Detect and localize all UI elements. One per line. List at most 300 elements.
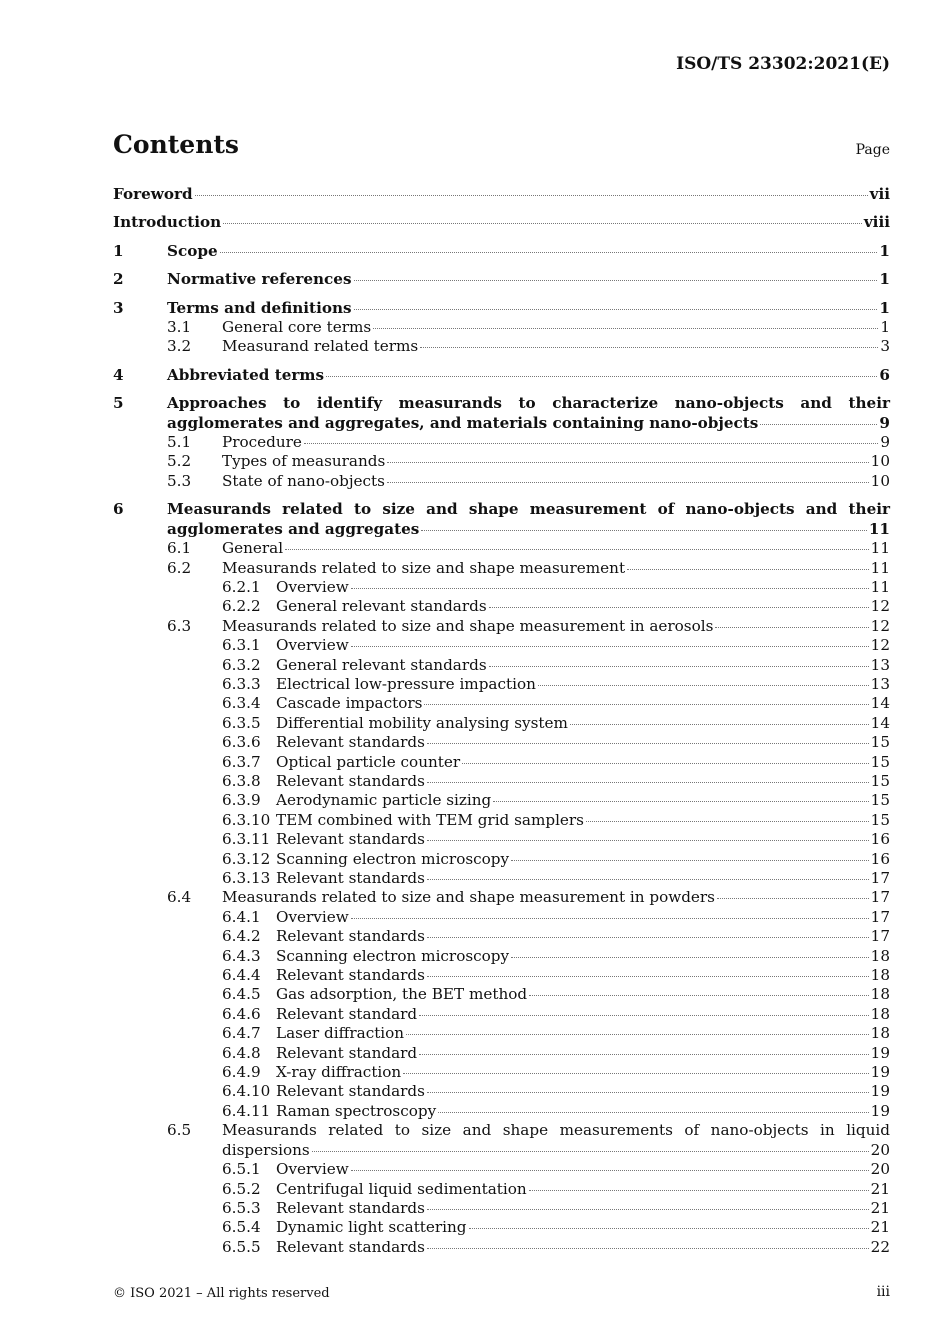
dot-leader — [351, 646, 869, 647]
toc-entry-page: 14 — [870, 713, 890, 732]
toc-entry-page: 15 — [870, 752, 890, 771]
toc-entry-body — [276, 869, 890, 888]
toc-entry[interactable] — [113, 1199, 890, 1218]
toc-entry-leader-line — [276, 578, 890, 597]
toc-entry-page: 1 — [879, 298, 890, 317]
toc-entry-number: 6.5.3 — [222, 1198, 261, 1217]
toc-entry[interactable] — [113, 366, 890, 385]
toc-entry-leader-line — [167, 242, 890, 261]
dot-leader — [427, 1092, 869, 1093]
toc-entry[interactable] — [113, 597, 890, 616]
toc-entry-title: Relevant standard — [276, 1004, 418, 1023]
document-id: ISO/TS 23302:2021(E) — [676, 54, 890, 74]
toc-entry[interactable] — [113, 947, 890, 966]
toc-entry[interactable] — [113, 299, 890, 318]
toc-entry-number: 6.3.7 — [222, 752, 261, 771]
toc-entry-body — [167, 366, 890, 385]
toc-entry[interactable] — [113, 830, 890, 849]
toc-entry-leader-line — [276, 1180, 890, 1199]
toc-entry-leader-line — [222, 888, 890, 907]
toc-entry-number: 5.2 — [167, 452, 192, 471]
toc-entry[interactable] — [113, 1024, 890, 1043]
toc-entry-body — [222, 888, 890, 907]
dot-leader — [354, 309, 878, 310]
toc-entry-leader-line — [222, 1141, 890, 1160]
toc-entry-number: 2 — [113, 270, 124, 289]
dot-leader — [354, 280, 878, 281]
toc-entry-title: Measurands related to size and shape measurement in aerosols — [222, 616, 714, 635]
toc-entry[interactable] — [113, 213, 890, 232]
toc-entry[interactable] — [113, 714, 890, 733]
toc-entry-page: 1 — [879, 241, 890, 260]
dot-leader — [285, 549, 869, 550]
toc-entry-leader-line — [222, 559, 890, 578]
dot-leader — [223, 223, 862, 224]
toc-entry-page: 18 — [870, 1024, 890, 1043]
toc-entry-body — [222, 318, 890, 337]
dot-leader — [427, 937, 869, 938]
dot-leader — [304, 443, 878, 444]
toc-entry-title: Measurands related to size and shape measurement — [222, 558, 626, 577]
toc-entry[interactable] — [113, 811, 890, 830]
toc-entry-number: 6.3.11 — [222, 830, 271, 849]
toc-entry[interactable] — [113, 966, 890, 985]
toc-entry[interactable] — [113, 733, 890, 752]
toc-entry-body — [276, 1063, 890, 1082]
toc-entry-body — [276, 791, 890, 810]
toc-entry-page: 15 — [870, 733, 890, 752]
toc-entry[interactable] — [113, 1102, 890, 1121]
table-of-contents — [113, 185, 890, 1257]
toc-entry-page: 17 — [870, 888, 890, 907]
toc-entry-leader-line — [276, 753, 890, 772]
toc-entry-title: Overview — [276, 577, 349, 596]
dot-leader — [760, 424, 877, 425]
toc-entry-leader-line — [276, 772, 890, 791]
toc-entry[interactable] — [113, 617, 890, 636]
toc-entry-leader-line — [276, 714, 890, 733]
toc-entry-leader-line — [276, 985, 890, 1004]
toc-entry-body — [276, 830, 890, 849]
toc-entry-title: dispersions — [222, 1140, 310, 1159]
toc-entry-number: 6.3.1 — [222, 636, 261, 655]
toc-entry-number: 6.4.1 — [222, 907, 261, 926]
dot-leader — [326, 376, 877, 377]
toc-entry[interactable] — [113, 675, 890, 694]
toc-entry-number: 6.4.4 — [222, 966, 261, 985]
toc-entry-title: Cascade impactors — [276, 694, 423, 713]
toc-entry-title: Gas adsorption, the BET method — [276, 985, 528, 1004]
dot-leader — [627, 569, 869, 570]
toc-entry-page: 6 — [879, 365, 890, 384]
dot-leader — [570, 724, 869, 725]
dot-leader — [538, 685, 869, 686]
dot-leader — [493, 801, 868, 802]
toc-entry-leader-line — [113, 185, 890, 204]
dot-leader — [529, 1190, 869, 1191]
toc-entry-leader-line — [222, 337, 890, 356]
toc-entry-body — [276, 966, 890, 985]
toc-entry-title: General core terms — [222, 318, 372, 337]
dot-leader — [403, 1073, 868, 1074]
page-number: iii — [876, 1284, 890, 1300]
toc-entry-leader-line — [276, 791, 890, 810]
dot-leader — [424, 704, 868, 705]
toc-entry-number: 5 — [113, 394, 124, 413]
toc-entry-page: viii — [863, 213, 890, 232]
toc-entry[interactable] — [113, 1005, 890, 1024]
toc-entry-leader-line — [276, 597, 890, 616]
dot-leader — [195, 195, 868, 196]
toc-entry-body — [222, 337, 890, 356]
toc-entry-page: 20 — [870, 1140, 890, 1159]
toc-entry-number: 6.3.10 — [222, 810, 271, 829]
toc-entry[interactable] — [113, 559, 890, 578]
toc-entry-body — [222, 539, 890, 558]
toc-entry[interactable] — [113, 791, 890, 810]
dot-leader — [717, 898, 869, 899]
toc-entry-leader-line — [276, 675, 890, 694]
toc-entry-title-line: Approaches to identify measurands to characterize nano-objects and their — [167, 394, 890, 413]
toc-entry-page: 11 — [870, 577, 890, 596]
toc-entry-number: 6.3.12 — [222, 849, 271, 868]
toc-entry-leader-line — [222, 617, 890, 636]
toc-entry-page: 12 — [870, 636, 890, 655]
dot-leader — [427, 840, 869, 841]
toc-entry-number: 3 — [113, 298, 124, 317]
toc-entry-page: 16 — [870, 849, 890, 868]
dot-leader — [462, 763, 869, 764]
toc-entry-body — [276, 927, 890, 946]
toc-entry-page: 18 — [870, 966, 890, 985]
toc-entry-title: Relevant standards — [276, 733, 425, 752]
toc-entry-number: 6.2 — [167, 558, 192, 577]
toc-entry-title: TEM combined with TEM grid samplers — [276, 810, 584, 829]
page-column-label: Page — [855, 142, 890, 158]
toc-entry-title: Introduction — [113, 213, 222, 232]
toc-entry-title: Electrical low-pressure impaction — [276, 674, 536, 693]
toc-entry-number: 3.2 — [167, 337, 192, 356]
toc-entry-body — [276, 578, 890, 597]
toc-entry-body — [276, 714, 890, 733]
toc-entry-page: 11 — [868, 519, 890, 538]
toc-entry-page: 19 — [870, 1101, 890, 1120]
toc-entry[interactable] — [113, 1238, 890, 1257]
toc-entry-body — [276, 908, 890, 927]
toc-entry[interactable] — [113, 1160, 890, 1179]
toc-entry-leader-line — [276, 656, 890, 675]
toc-entry-body — [222, 452, 890, 471]
toc-entry[interactable] — [113, 500, 890, 539]
toc-entry-leader-line — [113, 213, 890, 232]
toc-entry-leader-line — [276, 869, 890, 888]
toc-entry-title: Foreword — [113, 185, 193, 203]
dot-leader — [351, 588, 869, 589]
toc-entry[interactable] — [113, 772, 890, 791]
toc-entry-number: 4 — [113, 365, 124, 384]
toc-entry-number: 6.2.1 — [222, 577, 261, 596]
toc-entry-page: 1 — [880, 318, 890, 337]
toc-entry-number: 3.1 — [167, 318, 192, 337]
toc-entry-body — [276, 753, 890, 772]
toc-entry[interactable] — [113, 869, 890, 888]
toc-entry-body — [276, 1082, 890, 1101]
toc-entry[interactable] — [113, 927, 890, 946]
toc-entry-number: 6.4.3 — [222, 946, 261, 965]
toc-entry-leader-line — [276, 1160, 890, 1179]
toc-entry[interactable] — [113, 472, 890, 491]
toc-entry-leader-line — [276, 811, 890, 830]
toc-entry-number: 6.4.11 — [222, 1101, 271, 1120]
toc-entry-body — [222, 559, 890, 578]
toc-entry-page: 1 — [879, 270, 890, 289]
toc-entry[interactable] — [113, 433, 890, 452]
dot-leader — [351, 918, 869, 919]
toc-entry-page: 10 — [870, 471, 890, 490]
dot-leader — [312, 1151, 869, 1152]
toc-entry-number: 6.4.2 — [222, 927, 261, 946]
toc-entry-title: Relevant standards — [276, 830, 425, 849]
toc-entry-page: 18 — [870, 946, 890, 965]
toc-entry-leader-line — [276, 733, 890, 752]
toc-entry-title: Abbreviated terms — [167, 365, 325, 384]
toc-entry-number: 5.3 — [167, 471, 192, 490]
toc-entry[interactable] — [113, 242, 890, 261]
toc-entry-number: 6.5.4 — [222, 1218, 261, 1237]
toc-entry-page: 10 — [870, 452, 890, 471]
toc-entry-number: 1 — [113, 241, 124, 260]
toc-entry-body — [276, 811, 890, 830]
toc-entry-title: Terms and definitions — [167, 298, 352, 317]
toc-entry[interactable] — [113, 452, 890, 471]
toc-entry-title: Relevant standards — [276, 771, 425, 790]
toc-entry-leader-line — [276, 1063, 890, 1082]
toc-entry[interactable] — [113, 636, 890, 655]
toc-entry-title: Differential mobility analysing system — [276, 713, 568, 732]
toc-entry-number: 6.5 — [167, 1121, 192, 1140]
toc-entry-title: Optical particle counter — [276, 752, 461, 771]
toc-entry-body — [276, 656, 890, 675]
toc-entry[interactable] — [113, 1180, 890, 1199]
toc-entry[interactable] — [113, 539, 890, 558]
toc-entry-title: Relevant standards — [276, 1237, 425, 1256]
toc-entry-leader-line — [276, 636, 890, 655]
toc-entry-leader-line — [167, 366, 890, 385]
toc-entry-title: Dynamic light scattering — [276, 1218, 467, 1237]
toc-entry-number: 6.4.10 — [222, 1082, 271, 1101]
toc-entry[interactable] — [113, 656, 890, 675]
toc-entry-page: 18 — [870, 1004, 890, 1023]
toc-entry[interactable] — [113, 908, 890, 927]
toc-entry-title-line: Measurands related to size and shape measurement of nano-objects and their — [167, 500, 890, 519]
toc-entry-body — [113, 213, 890, 232]
toc-entry[interactable] — [113, 337, 890, 356]
toc-entry-leader-line — [276, 966, 890, 985]
toc-entry[interactable] — [113, 1218, 890, 1237]
toc-entry-title: Normative references — [167, 270, 352, 289]
toc-entry-page: 21 — [870, 1179, 890, 1198]
toc-entry-page: 17 — [870, 869, 890, 887]
dot-leader — [469, 1228, 869, 1229]
toc-entry-page: 18 — [870, 985, 890, 1004]
toc-entry[interactable] — [113, 985, 890, 1004]
toc-entry-title: Aerodynamic particle sizing — [276, 791, 492, 810]
toc-entry-title: Laser diffraction — [276, 1024, 405, 1043]
toc-entry-leader-line — [276, 1238, 890, 1257]
toc-entry-page: 21 — [870, 1198, 890, 1217]
toc-entry-body — [276, 1044, 890, 1063]
dot-leader — [427, 976, 869, 977]
toc-entry-number: 6.3.4 — [222, 694, 261, 713]
toc-entry[interactable] — [113, 318, 890, 337]
dot-leader — [529, 995, 869, 996]
toc-entry-leader-line — [222, 539, 890, 558]
toc-entry-body — [276, 1180, 890, 1199]
toc-entry-title: Relevant standards — [276, 966, 425, 985]
toc-entry[interactable] — [113, 185, 890, 204]
toc-entry-title: Overview — [276, 636, 349, 655]
toc-entry-title: Scope — [167, 241, 218, 260]
toc-entry-title: Scanning electron microscopy — [276, 849, 510, 868]
toc-entry-body — [167, 500, 890, 539]
toc-entry-number: 6 — [113, 500, 124, 519]
toc-entry-number: 6.3.5 — [222, 713, 261, 732]
toc-entry[interactable] — [113, 394, 890, 433]
toc-entry[interactable] — [113, 753, 890, 772]
toc-entry-leader-line — [167, 299, 890, 318]
dot-leader — [427, 743, 869, 744]
toc-entry[interactable] — [113, 1082, 890, 1101]
copyright-notice: © ISO 2021 – All rights reserved — [113, 1286, 330, 1301]
dot-leader — [419, 1054, 869, 1055]
toc-entry-body — [276, 947, 890, 966]
toc-entry-body — [276, 772, 890, 791]
toc-entry-title: Measurand related terms — [222, 337, 419, 356]
dot-leader — [511, 957, 869, 958]
toc-entry-page: 15 — [870, 791, 890, 810]
toc-entry-title: Procedure — [222, 433, 302, 452]
toc-entry-title: General relevant standards — [276, 597, 487, 616]
toc-entry-leader-line — [167, 520, 890, 539]
toc-entry-body — [167, 270, 890, 289]
toc-entry-leader-line — [167, 414, 890, 433]
toc-entry-page: 14 — [870, 694, 890, 713]
toc-entry-leader-line — [276, 1005, 890, 1024]
toc-entry[interactable] — [113, 1121, 890, 1160]
toc-entry-body — [276, 985, 890, 1004]
toc-entry-title: agglomerates and aggregates, and materials containing nano-objects — [167, 413, 759, 432]
toc-entry-leader-line — [222, 318, 890, 337]
toc-entry-number: 6.3.9 — [222, 791, 261, 810]
toc-entry-leader-line — [276, 830, 890, 849]
dot-leader — [420, 347, 878, 348]
toc-entry[interactable] — [113, 888, 890, 907]
toc-entry-page: 19 — [870, 1043, 890, 1062]
toc-entry-number: 6.4.6 — [222, 1004, 261, 1023]
toc-entry[interactable] — [113, 1044, 890, 1063]
toc-entry-body — [167, 242, 890, 261]
toc-entry-page: 11 — [870, 558, 890, 577]
toc-entry-title: General — [222, 539, 284, 558]
toc-entry[interactable] — [113, 850, 890, 869]
toc-entry-body — [276, 1102, 890, 1121]
toc-entry-body — [276, 636, 890, 655]
toc-entry-number: 6.1 — [167, 539, 192, 558]
toc-entry[interactable] — [113, 578, 890, 597]
dot-leader — [489, 666, 869, 667]
toc-entry-body — [276, 675, 890, 694]
toc-entry-title: Scanning electron microscopy — [276, 946, 510, 965]
toc-entry-title-line: Measurands related to size and shape measurements of nano-objects in liquid — [222, 1121, 890, 1140]
toc-entry-page: vii — [869, 185, 890, 203]
toc-entry-number: 6.2.2 — [222, 597, 261, 616]
toc-entry-leader-line — [167, 270, 890, 289]
toc-entry-page: 20 — [870, 1160, 890, 1179]
toc-entry-title: Measurands related to size and shape measurement in powders — [222, 888, 715, 907]
toc-entry-leader-line — [276, 1102, 890, 1121]
toc-entry-page: 19 — [870, 1063, 890, 1082]
toc-entry[interactable] — [113, 694, 890, 713]
toc-entry-title: Centrifugal liquid sedimentation — [276, 1179, 527, 1198]
toc-entry-title: Relevant standards — [276, 1198, 425, 1217]
toc-entry-body — [276, 597, 890, 616]
toc-entry-body — [222, 433, 890, 452]
toc-entry-body — [276, 1199, 890, 1218]
toc-entry-number: 6.3.13 — [222, 869, 271, 887]
toc-entry-leader-line — [276, 694, 890, 713]
dot-leader — [438, 1112, 869, 1113]
toc-entry-leader-line — [276, 1024, 890, 1043]
toc-entry-page: 22 — [870, 1237, 890, 1256]
dot-leader — [406, 1034, 869, 1035]
toc-entry-page: 13 — [870, 674, 890, 693]
toc-entry-leader-line — [276, 1199, 890, 1218]
toc-entry-page: 9 — [879, 413, 890, 432]
dot-leader — [511, 860, 869, 861]
toc-entry-page: 15 — [870, 810, 890, 829]
dot-leader — [427, 782, 869, 783]
toc-entry-body — [276, 1218, 890, 1237]
toc-entry-body — [167, 299, 890, 318]
toc-entry-body — [113, 185, 890, 204]
toc-entry-number: 6.4 — [167, 888, 192, 907]
toc-entry-leader-line — [276, 908, 890, 927]
toc-entry-title: Overview — [276, 1160, 349, 1179]
toc-entry-body — [276, 1024, 890, 1043]
toc-entry-body — [276, 1238, 890, 1257]
toc-entry-title: General relevant standards — [276, 655, 487, 674]
toc-entry[interactable] — [113, 1063, 890, 1082]
toc-entry-page: 19 — [870, 1082, 890, 1101]
dot-leader — [421, 530, 867, 531]
toc-entry[interactable] — [113, 270, 890, 289]
toc-entry-page: 15 — [870, 771, 890, 790]
toc-entry-page: 17 — [870, 927, 890, 946]
toc-entry-page: 12 — [870, 597, 890, 616]
toc-entry-title: Overview — [276, 907, 349, 926]
dot-leader — [387, 462, 868, 463]
toc-entry-title: Relevant standard — [276, 1043, 418, 1062]
dot-leader — [715, 627, 868, 628]
toc-entry-title: Relevant standards — [276, 1082, 425, 1101]
toc-entry-number: 6.5.2 — [222, 1179, 261, 1198]
toc-entry-number: 5.1 — [167, 433, 192, 452]
toc-entry-leader-line — [276, 927, 890, 946]
toc-entry-leader-line — [276, 1044, 890, 1063]
toc-entry-title: State of nano-objects — [222, 471, 385, 490]
dot-leader — [586, 821, 869, 822]
toc-entry-title: Raman spectroscopy — [276, 1101, 437, 1120]
